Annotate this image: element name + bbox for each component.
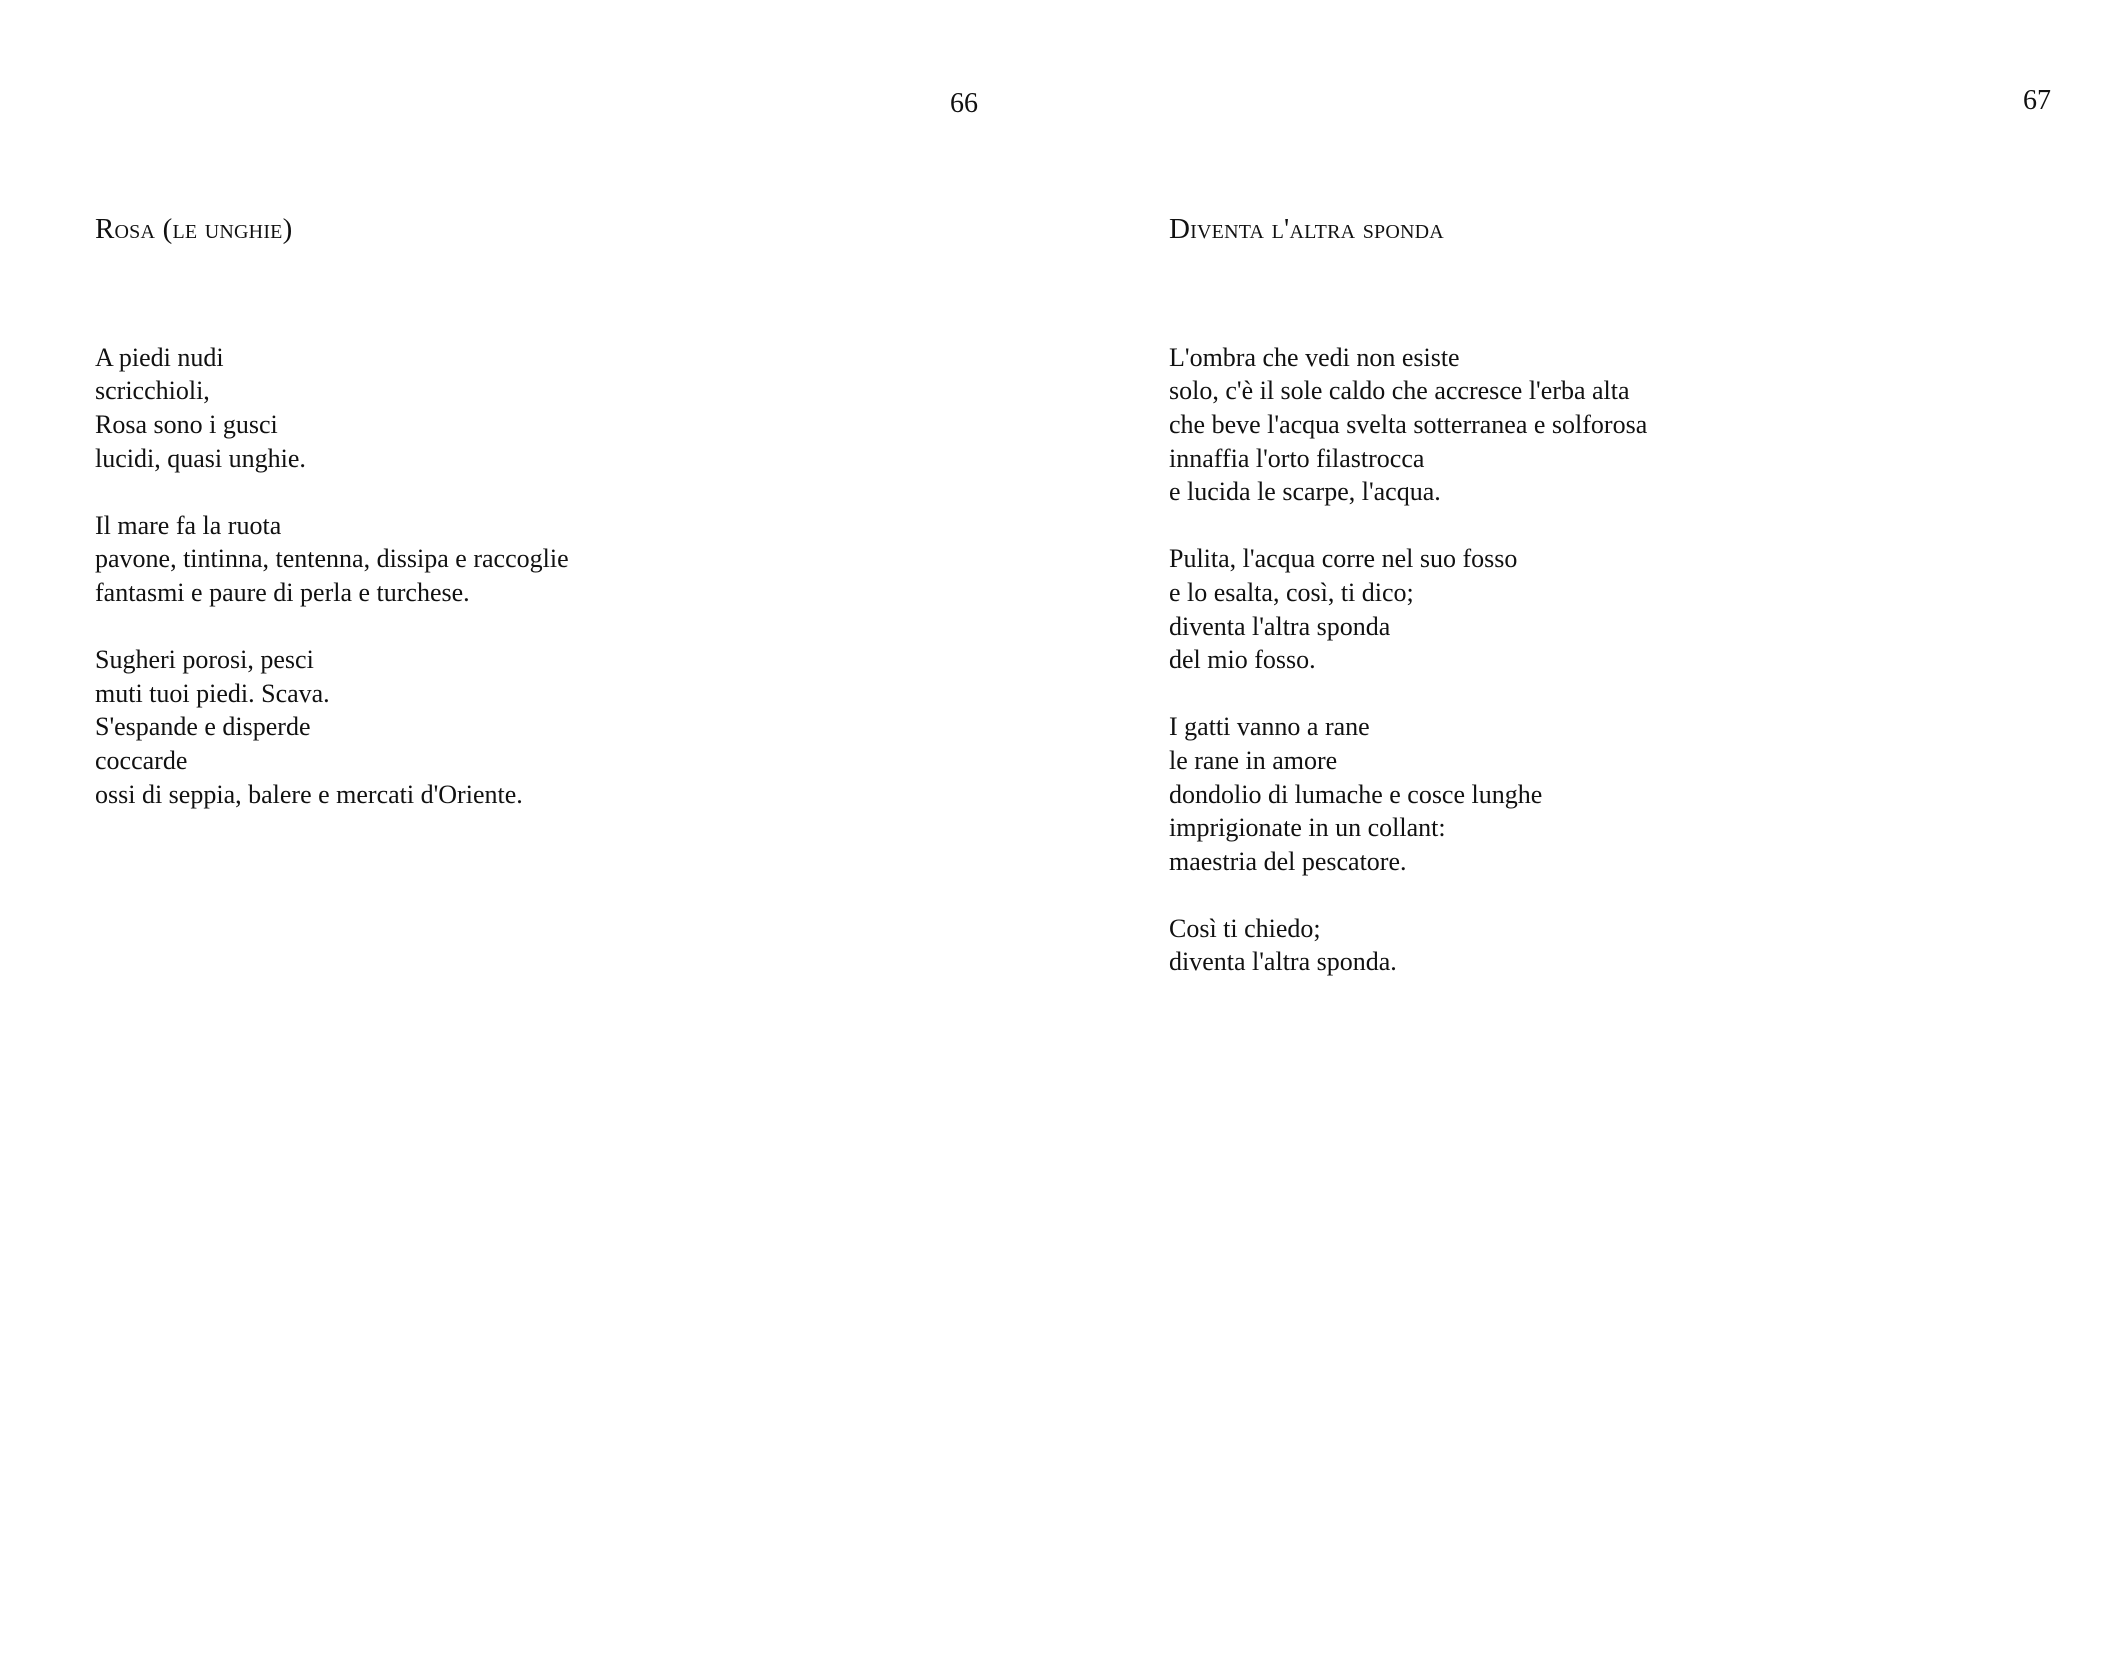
poem-line: diventa l'altra sponda. [1169,947,1397,977]
poem-body [95,341,995,811]
poem-line: Rosa sono i gusci [95,409,278,439]
poem-line: Il mare fa la ruota [95,510,282,540]
poem-left [95,212,995,845]
page-number-right: 67 [2023,85,2051,116]
poem-line: scricchioli, [95,376,210,406]
poem-line: coccarde [95,745,188,775]
poem-title: Diventa l'altra sponda [1169,213,1444,245]
stanza [1169,341,2069,509]
stanza [1169,912,2069,979]
poem-line: pavone, tintinna, tentenna, dissipa e raccoglie [95,544,569,574]
stanza [95,341,995,475]
poem-line: imprigionate in un collant: [1169,813,1446,843]
poem-line: dondolio di lumache e cosce lunghe [1169,779,1543,809]
poem-line: I gatti vanno a rane [1169,712,1370,742]
poem-line: solo, c'è il sole caldo che accresce l'erba alta [1169,376,1630,406]
poem-line: ossi di seppia, balere e mercati d'Oriente. [95,779,523,809]
poem-line: le rane in amore [1169,745,1338,775]
poem-line: fantasmi e paure di perla e turchese. [95,577,470,607]
poem-title: Rosa (le unghie) [95,213,293,245]
poem-body [1169,341,2069,979]
poem-right [1169,212,2069,1013]
poem-line: lucidi, quasi unghie. [95,443,306,473]
stanza [95,643,995,811]
poem-line: e lucida le scarpe, l'acqua. [1169,477,1441,507]
poem-line: S'espande e disperde [95,712,311,742]
poem-line: maestria del pescatore. [1169,846,1407,876]
poem-line: diventa l'altra sponda [1169,611,1391,641]
poem-line: Pulita, l'acqua corre nel suo fosso [1169,544,1518,574]
poem-line: innaffia l'orto filastrocca [1169,443,1425,473]
poem-line: L'ombra che vedi non esiste [1169,342,1460,372]
stanza [1169,542,2069,676]
poem-line: Così ti chiedo; [1169,913,1321,943]
page-number-left: 66 [950,88,978,119]
stanza [95,509,995,610]
stanza [1169,710,2069,878]
poem-line: Sugheri porosi, pesci [95,645,314,675]
poem-line: A piedi nudi [95,342,224,372]
poem-line: e lo esalta, così, ti dico; [1169,577,1414,607]
poem-line: muti tuoi piedi. Scava. [95,678,330,708]
poem-line: del mio fosso. [1169,645,1316,675]
poem-line: che beve l'acqua svelta sotterranea e solforosa [1169,409,1648,439]
